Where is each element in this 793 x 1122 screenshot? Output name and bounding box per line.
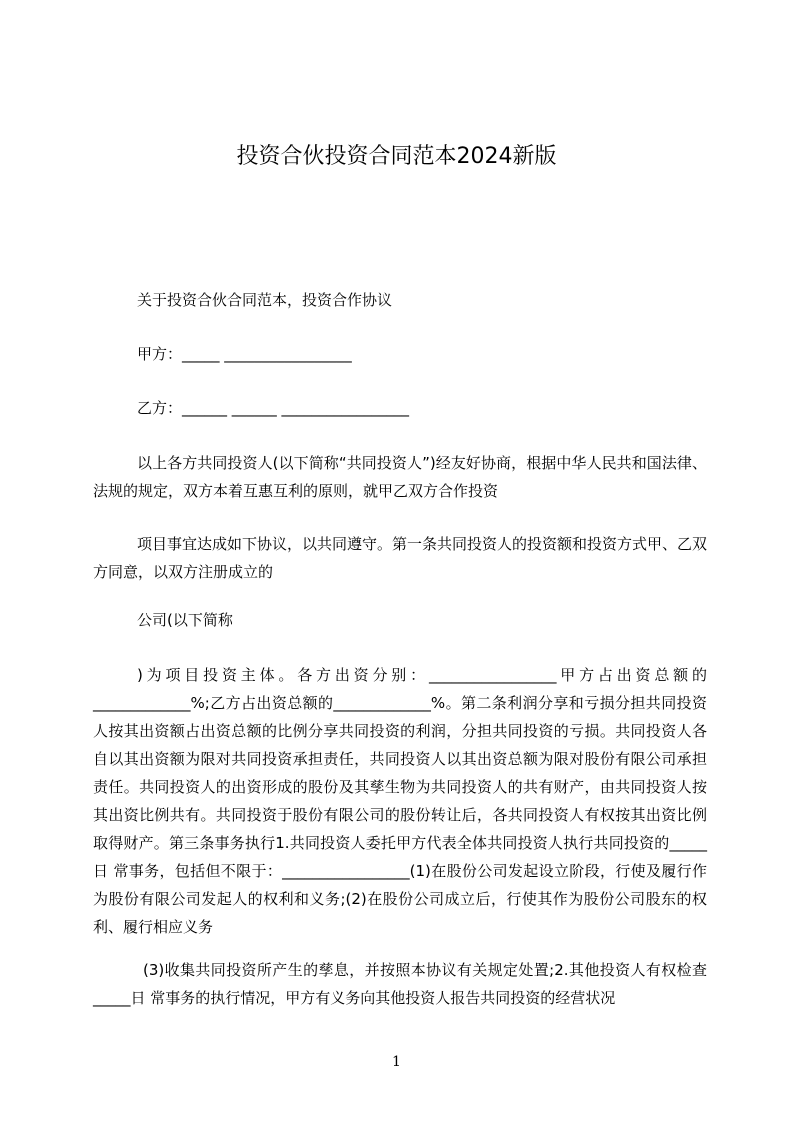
paragraph-company: 公司(以下简称 — [137, 611, 233, 629]
paragraph-article-3-cont: (3)收集共同投资所产生的孳息，并按照本协议有关规定处置;2.其他投资人有权检查_____日 常事务的执行情况，甲方有义务向其他投资人报告共同投资的经营状况 — [93, 961, 707, 1007]
paragraph-article-1: 项目事宜达成如下协议，以共同遵守。第一条共同投资人的投资额和投资方式甲、乙双方同意，以双方注册成立的 — [93, 535, 708, 581]
paragraph-articles-2-3: )为项目投资主体。各方出资分别：_________________甲方占出资总额的_____________%;乙方占出资总额的_____________%。第二条利润分享和亏损分担共同投资人按其出资额占出资总额的比例分享共同投资的利润，分担共同投资的亏损。共同投资人各自以其出资额为限对共同投资承担责任，共同投资人以其出资总额为限对股份有限公司承担责任。共同投资人的出资形成的股份及其孳生物为共同投资人的共有财产，由共同投资人按其出资比例共有。共同投资于股份有限公司的股份转让后，各共同投资人有权按其出资比例取得财产。第三条事务执行1.共同投资人委托甲方代表全体共同投资人执行共同投资的_____日 常事务，包括但不限于：_________________(1)在股份公司发起设立阶段，行使及履行作为股份有限公司发起人的权利和义务;(2)在股份公司成立后，行使其作为股份公司股东的权利、履行相应义务 — [93, 666, 707, 936]
page-number: 1 — [392, 1054, 401, 1070]
document-title: 投资合伙投资合同范本2024新版 — [236, 144, 557, 169]
paragraph-intro: 关于投资合伙合同范本，投资合作协议 — [137, 291, 393, 309]
paragraph-party-b: 乙方：______ ______ _________________ — [137, 399, 410, 417]
paragraph-preamble: 以上各方共同投资人(以下简称“共同投资人”)经友好协商，根据中华人民共和国法律、法规的规定，双方本着互惠互利的原则，就甲乙双方合作投资 — [93, 454, 707, 500]
paragraph-party-a: 甲方：_____ _________________ — [137, 345, 352, 363]
